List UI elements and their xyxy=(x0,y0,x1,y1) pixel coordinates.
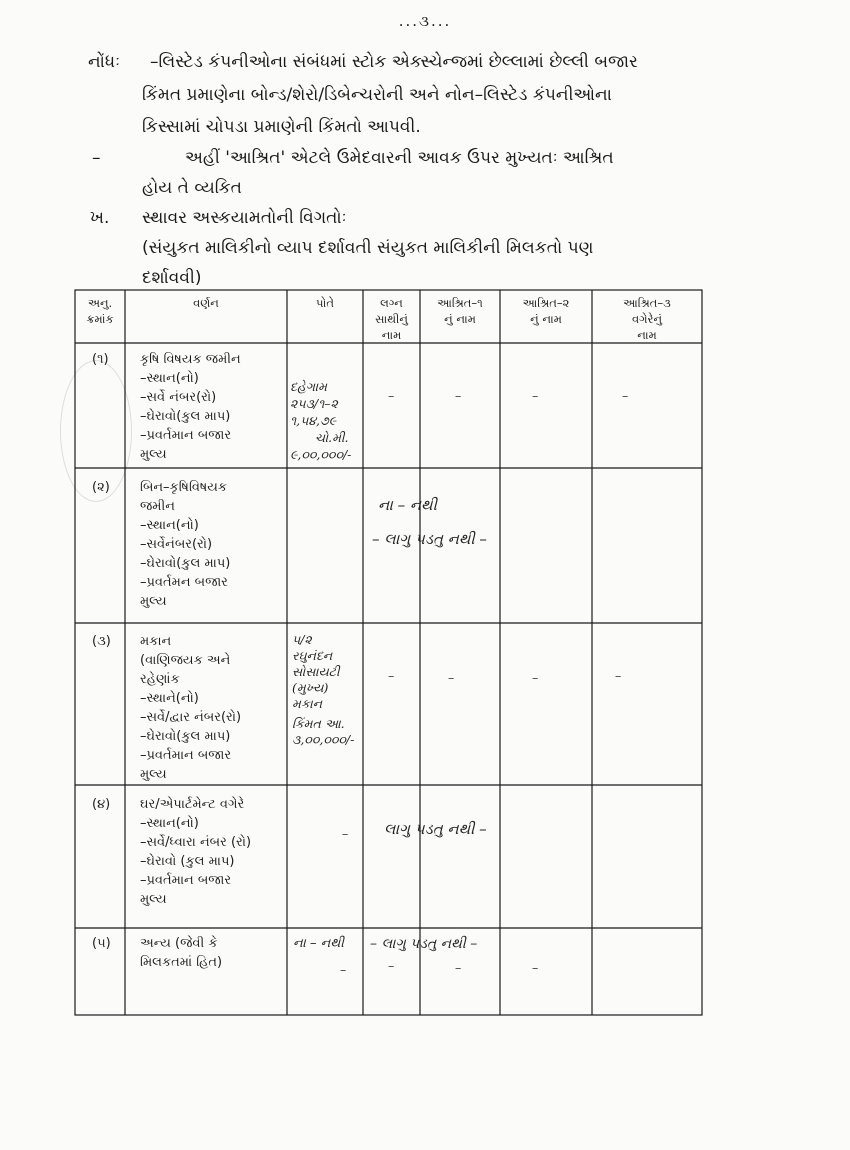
header-self xyxy=(287,295,363,311)
row-1-spouse: – xyxy=(388,388,395,403)
section-label: ખ. xyxy=(90,208,110,228)
row-3-self-line: ૩,૦૦,૦૦૦/- xyxy=(292,732,355,747)
section-title: સ્થાવર અસ્કયામતોની વિગતોઃ xyxy=(142,208,347,228)
row-3-self-line: કિંમત આ. xyxy=(292,716,345,731)
row-3-desc-line: રહેણાંક xyxy=(140,672,180,687)
header-spouse-line-1: લગ્ન xyxy=(380,296,403,310)
row-5-dash: – xyxy=(388,958,395,973)
note-line-1: –લિસ્ટેડ કંપનીઓના સંબંધમાં સ્ટોક એક્સ્ચેન્જમાં છેલ્લામાં છેલ્લી બજાર xyxy=(150,52,638,72)
row-5-description xyxy=(140,934,222,972)
note-label: નોંધઃ xyxy=(88,52,120,72)
row-1-desc-line: –સર્વે નંબર(રો) xyxy=(140,390,217,405)
row-3-spouse: – xyxy=(388,668,395,683)
row-2-handwritten-na: ના – નથી xyxy=(378,496,437,514)
row-3-self-line: રઘુનંદન xyxy=(292,648,333,663)
row-2-desc-line: –સર્વેનંબર(રો) xyxy=(140,537,213,552)
section-sub-line-1: (સંયુકત માલિકીનો વ્યાપ દર્શાવતી સંયુકત માલિકીની મિલકતો પણ xyxy=(142,238,594,258)
row-2-desc-line: –ઘેરાવો(કુલ માપ) xyxy=(140,556,231,571)
header-dependent-3 xyxy=(592,295,702,343)
row-4-desc-line: –ઘેરાવો (કુલ માપ) xyxy=(140,854,235,869)
header-dependent-2-line-1: આશ્રિત–૨ xyxy=(522,296,570,310)
row-2-desc-line: –પ્રવર્તમન બજાર xyxy=(140,575,228,590)
header-description-line-1: વર્ણન xyxy=(193,296,219,310)
row-3-serial: (૩) xyxy=(92,634,111,649)
row-1-self-line: ૧,૫૪,૭૯ xyxy=(290,413,337,428)
header-serial-line-1: અનુ. xyxy=(87,296,113,310)
row-3-desc-line: –ઘેરાવો(કુલ માપ) xyxy=(140,729,231,744)
row-4-handwritten-not-applicable: લાગુ પડતુ નથી – xyxy=(384,820,487,838)
row-5-desc-line: અન્ય (જેવી કે xyxy=(140,936,218,951)
row-4-description xyxy=(140,795,251,909)
row-5-desc-line: મિલકતમાં હિત) xyxy=(140,955,223,970)
header-dependent-1 xyxy=(420,295,500,327)
row-5-dash: – xyxy=(340,962,347,977)
row-3-desc-line: –સ્થાને(નો) xyxy=(140,691,199,706)
row-4-desc-line: મુલ્ય xyxy=(140,892,167,907)
note-line-2: કિંમત પ્રમાણેના બોન્ડ/શેરો/ડિબેન્ચરોની અને નોન–લિસ્ટેડ કંપનીઓના xyxy=(142,85,612,105)
row-3-description xyxy=(140,632,241,784)
row-3-desc-line: મકાન xyxy=(140,634,172,649)
page-number: ...૩... xyxy=(398,12,452,30)
row-1-self-value xyxy=(290,378,351,463)
row-3-self-value xyxy=(292,632,354,748)
row-2-desc-line: જમીન xyxy=(140,499,175,514)
row-5-dash: – xyxy=(455,960,462,975)
header-self-line-1: પોતે xyxy=(316,296,334,310)
row-3-dependent-2: – xyxy=(532,670,539,685)
row-1-dependent-2: – xyxy=(532,388,539,403)
row-3-dependent-1: – xyxy=(448,670,455,685)
row-3-self-line: સોસાયટી xyxy=(292,664,340,679)
row-3-self-line: મકાન xyxy=(292,696,323,711)
row-1-self-line: દહેગામ xyxy=(290,379,327,394)
row-1-description xyxy=(140,350,241,464)
row-3-desc-line: –પ્રવર્તમાન બજાર xyxy=(140,748,232,763)
dependent-dash: – xyxy=(92,148,101,168)
row-3-dependent-3: – xyxy=(615,668,622,683)
row-4-desc-line: ઘર/એપાર્ટમેન્ટ વગેરે xyxy=(140,797,245,812)
row-3-desc-line: મુલ્ય xyxy=(140,767,167,782)
dependent-line-1: અહીં 'આશ્રિત' એટલે ઉમેદવારની આવક ઉપર મુખ્યતઃ આશ્રિત xyxy=(185,148,614,168)
row-5-self: ના – નથી xyxy=(293,936,345,951)
row-2-description xyxy=(140,478,230,611)
row-2-serial: (૨) xyxy=(92,480,110,495)
row-2-desc-line: બિન–કૃષિવિષયક xyxy=(140,480,228,495)
row-1-dependent-3: – xyxy=(622,388,629,403)
row-1-dependent-1: – xyxy=(455,388,462,403)
row-4-self: – xyxy=(342,826,349,841)
row-4-desc-line: –સર્વે/ધ્વારા નંબર (રો) xyxy=(140,835,252,850)
header-dependent-2-line-2: નું નામ xyxy=(530,312,562,326)
row-3-desc-line: –સર્વે/દ્વાર નંબર(રો) xyxy=(140,710,242,725)
header-description xyxy=(125,295,287,311)
row-2-handwritten-not-applicable: – લાગુ પડતુ નથી – xyxy=(372,530,487,548)
row-2-desc-line: –સ્થાન(નો) xyxy=(140,518,199,533)
row-1-desc-line: –પ્રવર્તમાન બજાર xyxy=(140,428,232,443)
row-1-self-line: ચો.મી. xyxy=(315,430,349,445)
row-1-self-line: ૯,૦૦,૦૦૦/- xyxy=(290,447,352,462)
row-4-desc-line: –પ્રવર્તમાન બજાર xyxy=(140,873,232,888)
row-1-self-line: ૨૫૩/૧–૨ xyxy=(290,396,338,411)
row-2-desc-line: મુલ્ય xyxy=(140,594,167,609)
note-line-3: કિસ્સામાં ચોપડા પ્રમાણેની કિંમતો આપવી. xyxy=(142,117,421,137)
row-5-serial: (૫) xyxy=(92,936,111,951)
row-1-desc-line: મુલ્ય xyxy=(140,447,167,462)
row-3-desc-line: (વાણિજયક અને xyxy=(140,653,231,668)
header-dependent-3-line-2: વગેરેનું xyxy=(631,312,663,326)
header-dependent-2 xyxy=(500,295,592,327)
row-4-desc-line: –સ્થાન(નો) xyxy=(140,816,199,831)
header-dependent-3-line-3: નામ xyxy=(637,328,657,342)
row-5-dash: – xyxy=(532,960,539,975)
row-1-desc-line: –સ્થાન(નો) xyxy=(140,371,199,386)
header-dependent-3-line-1: આશ્રિત–૩ xyxy=(623,296,671,310)
header-dependent-1-line-1: આશ્રિત–૧ xyxy=(437,296,483,310)
row-1-serial: (૧) xyxy=(92,352,109,367)
header-spouse xyxy=(363,295,420,343)
row-1-desc-line: –ઘેરાવો(કુલ માપ) xyxy=(140,409,231,424)
header-spouse-line-3: નામ xyxy=(381,328,402,342)
dependent-line-2: હોય તે વ્યકિત xyxy=(142,178,242,198)
section-sub-line-2: દર્શાવવી) xyxy=(142,268,202,288)
header-dependent-1-line-2: નું નામ xyxy=(444,312,476,326)
row-1-desc-line: કૃષિ વિષયક જમીન xyxy=(140,352,241,367)
header-spouse-line-2: સાથીનું xyxy=(375,312,408,326)
row-3-self-line: (મુખ્ય) xyxy=(292,680,329,695)
row-4-serial: (૪) xyxy=(92,797,111,812)
row-3-self-line: ૫/૨ xyxy=(292,632,312,647)
header-serial xyxy=(75,295,125,327)
row-5-handwritten-not-applicable: – લાગુ પડતુ નથી – xyxy=(370,936,478,952)
header-serial-line-2: ક્રમાંક xyxy=(86,312,114,326)
